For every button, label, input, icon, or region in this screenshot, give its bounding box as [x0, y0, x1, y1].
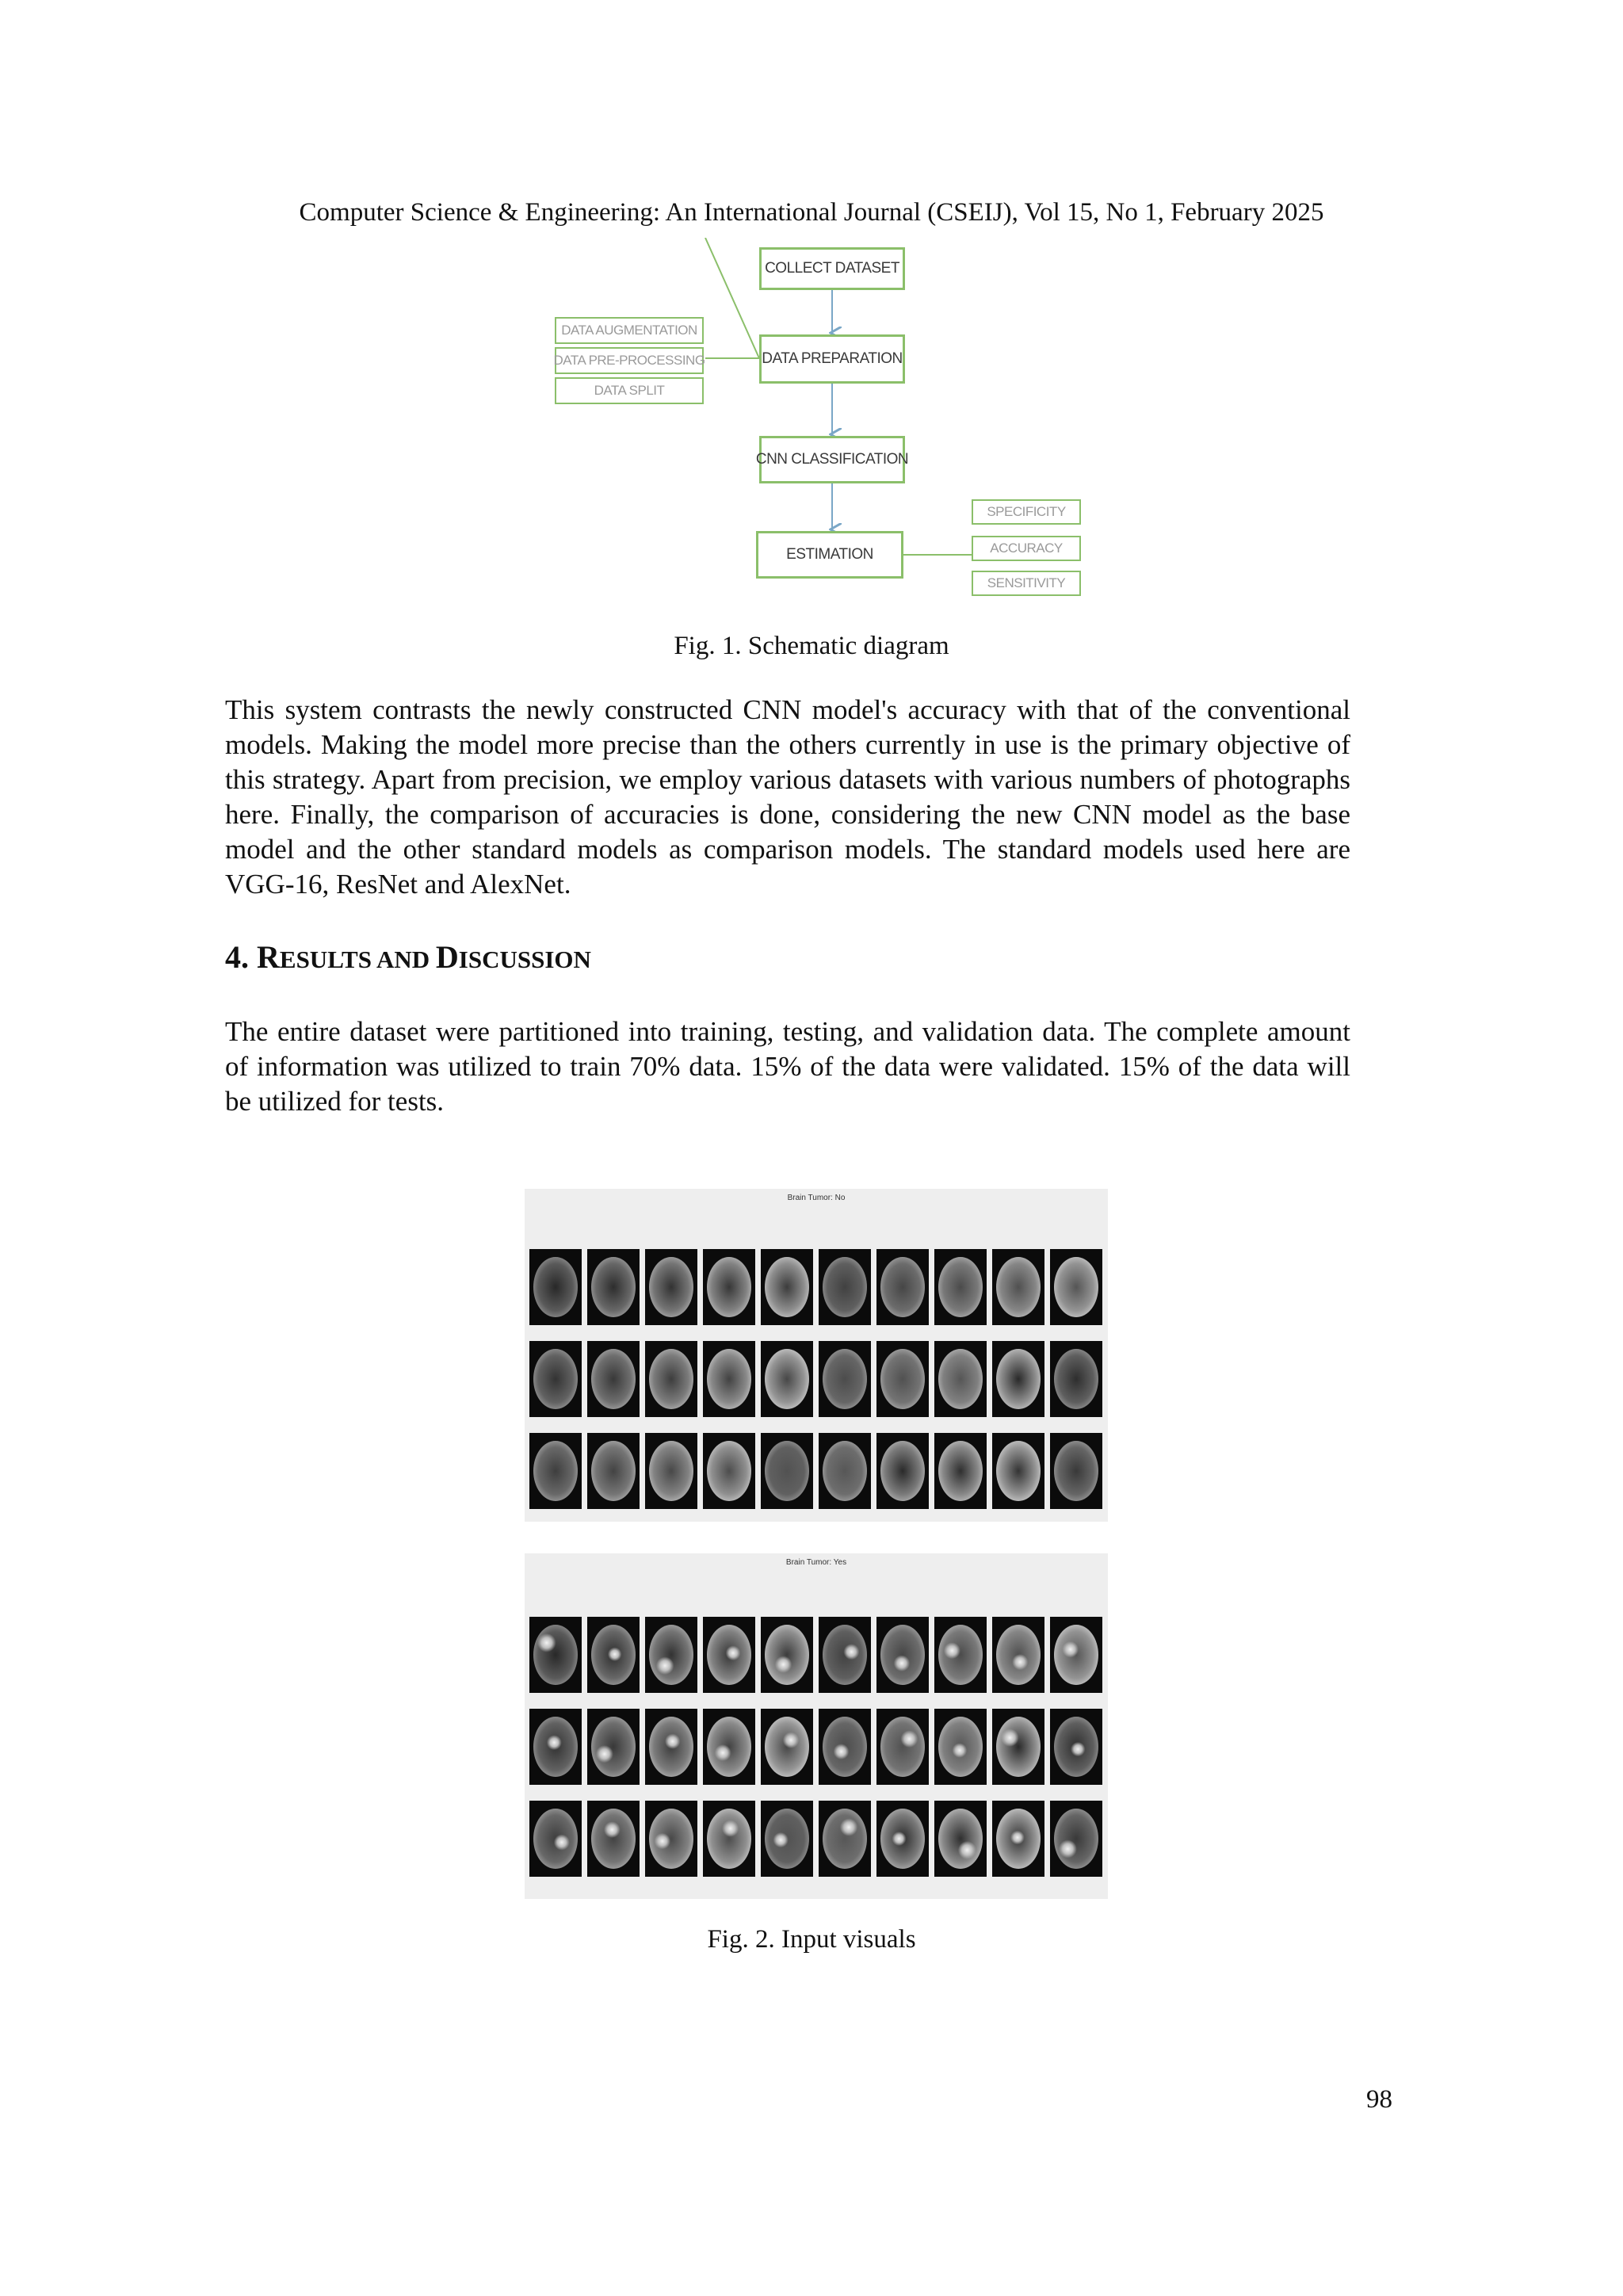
brain-scan-image: [649, 1809, 693, 1869]
brain-scan-image: [533, 1257, 578, 1317]
panel-yes-title: Brain Tumor: Yes: [785, 1558, 847, 1567]
mri-thumbnail: [819, 1617, 871, 1693]
brain-scan-image: [765, 1349, 809, 1409]
brain-scan-image: [707, 1809, 751, 1869]
mri-thumbnail: [992, 1617, 1044, 1693]
brain-scan-image: [880, 1349, 925, 1409]
page-number: 98: [1366, 2085, 1392, 2114]
brain-scan-image: [1054, 1625, 1098, 1685]
brain-scan-image: [823, 1717, 867, 1777]
mri-thumbnail: [761, 1617, 813, 1693]
brain-scan-image: [938, 1257, 983, 1317]
schematic-diagram: [547, 238, 1102, 602]
mri-thumbnail: [529, 1709, 582, 1785]
mri-thumbnail: [876, 1249, 929, 1325]
brain-scan-image: [880, 1257, 925, 1317]
mri-thumbnail: [645, 1617, 697, 1693]
brain-scan-image: [1054, 1809, 1098, 1869]
mri-thumbnail: [934, 1341, 987, 1417]
section-title-cap-r: R: [257, 939, 280, 975]
mri-thumbnail: [934, 1709, 987, 1785]
scan-grid-no: [529, 1249, 1103, 1519]
brain-scan-image: [591, 1349, 636, 1409]
mri-thumbnail: [1050, 1801, 1102, 1877]
box-data-preparation: DATA PREPARATION: [759, 334, 905, 384]
brain-scan-image: [1054, 1349, 1098, 1409]
mri-thumbnail: [529, 1617, 582, 1693]
brain-scan-image: [765, 1257, 809, 1317]
scan-grid-yes: [529, 1617, 1103, 1894]
brain-scan-image: [707, 1717, 751, 1777]
brain-scan-image: [823, 1809, 867, 1869]
mri-thumbnail: [645, 1249, 697, 1325]
body-paragraph-2: The entire dataset were partitioned into training, testing, and validation data. The complete amount of information was utilized to train 70% data. 15% of the data were validated. 15% of the data will be utilized for tests.: [225, 1016, 1350, 1117]
brain-tumor-no-panel: [525, 1189, 1108, 1522]
mri-thumbnail: [529, 1433, 582, 1509]
brain-scan-image: [765, 1441, 809, 1501]
mri-thumbnail: [761, 1433, 813, 1509]
brain-scan-image: [765, 1809, 809, 1869]
section-title-cap-d: D: [435, 939, 459, 975]
brain-scan-image: [938, 1625, 983, 1685]
panel-no-title: Brain Tumor: No: [787, 1194, 846, 1202]
mri-thumbnail: [703, 1709, 755, 1785]
brain-scan-image: [533, 1809, 578, 1869]
brain-scan-image: [996, 1625, 1041, 1685]
mri-thumbnail: [587, 1801, 640, 1877]
mri-thumbnail: [761, 1249, 813, 1325]
box-estimation: ESTIMATION: [756, 531, 903, 579]
mri-thumbnail: [819, 1249, 871, 1325]
brain-scan-image: [707, 1441, 751, 1501]
mri-thumbnail: [645, 1341, 697, 1417]
mri-thumbnail: [876, 1433, 929, 1509]
section-heading: [225, 938, 591, 980]
mri-thumbnail: [876, 1341, 929, 1417]
brain-scan-image: [591, 1441, 636, 1501]
brain-scan-image: [996, 1257, 1041, 1317]
brain-scan-image: [938, 1717, 983, 1777]
brain-scan-image: [938, 1441, 983, 1501]
box-cnn-classification: CNN CLASSIFICATION: [759, 436, 905, 483]
brain-scan-image: [707, 1257, 751, 1317]
mri-thumbnail: [1050, 1249, 1102, 1325]
mri-thumbnail: [819, 1341, 871, 1417]
brain-scan-image: [707, 1349, 751, 1409]
box-specificity: SPECIFICITY: [972, 499, 1081, 525]
brain-tumor-yes-panel: [525, 1553, 1108, 1899]
brain-scan-image: [996, 1717, 1041, 1777]
section-title-part-1: ESULTS AND: [279, 946, 436, 973]
mri-thumbnail: [703, 1617, 755, 1693]
fig2-caption: Fig. 2. Input visuals: [707, 1925, 916, 1954]
mri-thumbnail: [934, 1617, 987, 1693]
mri-thumbnail: [876, 1709, 929, 1785]
mri-thumbnail: [1050, 1709, 1102, 1785]
mri-thumbnail: [819, 1709, 871, 1785]
section-number: 4.: [225, 939, 257, 975]
mri-thumbnail: [587, 1617, 640, 1693]
mri-thumbnail: [992, 1249, 1044, 1325]
brain-scan-image: [533, 1441, 578, 1501]
mri-thumbnail: [529, 1341, 582, 1417]
brain-scan-image: [880, 1625, 925, 1685]
brain-scan-image: [591, 1809, 636, 1869]
mri-thumbnail: [587, 1249, 640, 1325]
section-title-part-2: ISCUSSION: [458, 946, 591, 973]
brain-scan-image: [823, 1625, 867, 1685]
mri-thumbnail: [761, 1341, 813, 1417]
mri-thumbnail: [645, 1433, 697, 1509]
brain-scan-image: [765, 1625, 809, 1685]
box-data-preprocessing: DATA PRE-PROCESSING: [555, 347, 704, 374]
brain-scan-image: [533, 1349, 578, 1409]
brain-scan-image: [591, 1625, 636, 1685]
mri-thumbnail: [645, 1709, 697, 1785]
box-data-augmentation: DATA AUGMENTATION: [555, 317, 704, 344]
mri-thumbnail: [876, 1801, 929, 1877]
brain-scan-image: [591, 1257, 636, 1317]
brain-scan-image: [649, 1257, 693, 1317]
mri-thumbnail: [703, 1249, 755, 1325]
brain-scan-image: [880, 1809, 925, 1869]
brain-scan-image: [1054, 1257, 1098, 1317]
brain-scan-image: [533, 1717, 578, 1777]
brain-scan-image: [823, 1441, 867, 1501]
box-sensitivity: SENSITIVITY: [972, 571, 1081, 596]
mri-thumbnail: [934, 1433, 987, 1509]
brain-scan-image: [707, 1625, 751, 1685]
brain-scan-image: [649, 1349, 693, 1409]
mri-thumbnail: [992, 1709, 1044, 1785]
mri-thumbnail: [587, 1433, 640, 1509]
brain-scan-image: [880, 1441, 925, 1501]
mri-thumbnail: [587, 1341, 640, 1417]
brain-scan-image: [649, 1717, 693, 1777]
body-paragraph-1: This system contrasts the newly constructed CNN model's accuracy with that of the conventional models. Making the model more precise than the others currently in use is the primary objective of this strategy. Apart from precision, we employ various datasets with various numbers of photographs here. Finally, the comparison of accuracies is done, considering the new CNN model as the base model and the other standard models as comparison models. The standard models used here are VGG-16, ResNet and AlexNet.: [225, 694, 1350, 900]
brain-scan-image: [996, 1441, 1041, 1501]
brain-scan-image: [996, 1349, 1041, 1409]
fig1-caption: Fig. 1. Schematic diagram: [674, 632, 949, 660]
brain-scan-image: [938, 1349, 983, 1409]
brain-scan-image: [938, 1809, 983, 1869]
mri-thumbnail: [992, 1433, 1044, 1509]
brain-scan-image: [1054, 1717, 1098, 1777]
brain-scan-image: [823, 1257, 867, 1317]
mri-thumbnail: [587, 1709, 640, 1785]
box-collect-dataset: COLLECT DATASET: [759, 247, 905, 290]
mri-thumbnail: [529, 1249, 582, 1325]
brain-scan-image: [1054, 1441, 1098, 1501]
mri-thumbnail: [992, 1341, 1044, 1417]
mri-thumbnail: [992, 1801, 1044, 1877]
box-data-split: DATA SPLIT: [555, 377, 704, 404]
brain-scan-image: [823, 1349, 867, 1409]
mri-thumbnail: [703, 1801, 755, 1877]
brain-scan-image: [649, 1625, 693, 1685]
brain-scan-image: [765, 1717, 809, 1777]
brain-scan-image: [649, 1441, 693, 1501]
mri-thumbnail: [934, 1249, 987, 1325]
brain-scan-image: [533, 1625, 578, 1685]
brain-scan-image: [880, 1717, 925, 1777]
mri-thumbnail: [1050, 1341, 1102, 1417]
brain-scan-image: [996, 1809, 1041, 1869]
mri-thumbnail: [819, 1801, 871, 1877]
mri-thumbnail: [876, 1617, 929, 1693]
mri-thumbnail: [761, 1709, 813, 1785]
mri-thumbnail: [934, 1801, 987, 1877]
running-header: Computer Science & Engineering: An International Journal (CSEIJ), Vol 15, No 1, February 2025: [299, 198, 1324, 227]
brain-scan-image: [591, 1717, 636, 1777]
mri-thumbnail: [645, 1801, 697, 1877]
mri-thumbnail: [819, 1433, 871, 1509]
mri-thumbnail: [1050, 1433, 1102, 1509]
mri-thumbnail: [529, 1801, 582, 1877]
mri-thumbnail: [703, 1341, 755, 1417]
mri-thumbnail: [761, 1801, 813, 1877]
box-accuracy: ACCURACY: [972, 536, 1081, 561]
mri-thumbnail: [703, 1433, 755, 1509]
mri-thumbnail: [1050, 1617, 1102, 1693]
